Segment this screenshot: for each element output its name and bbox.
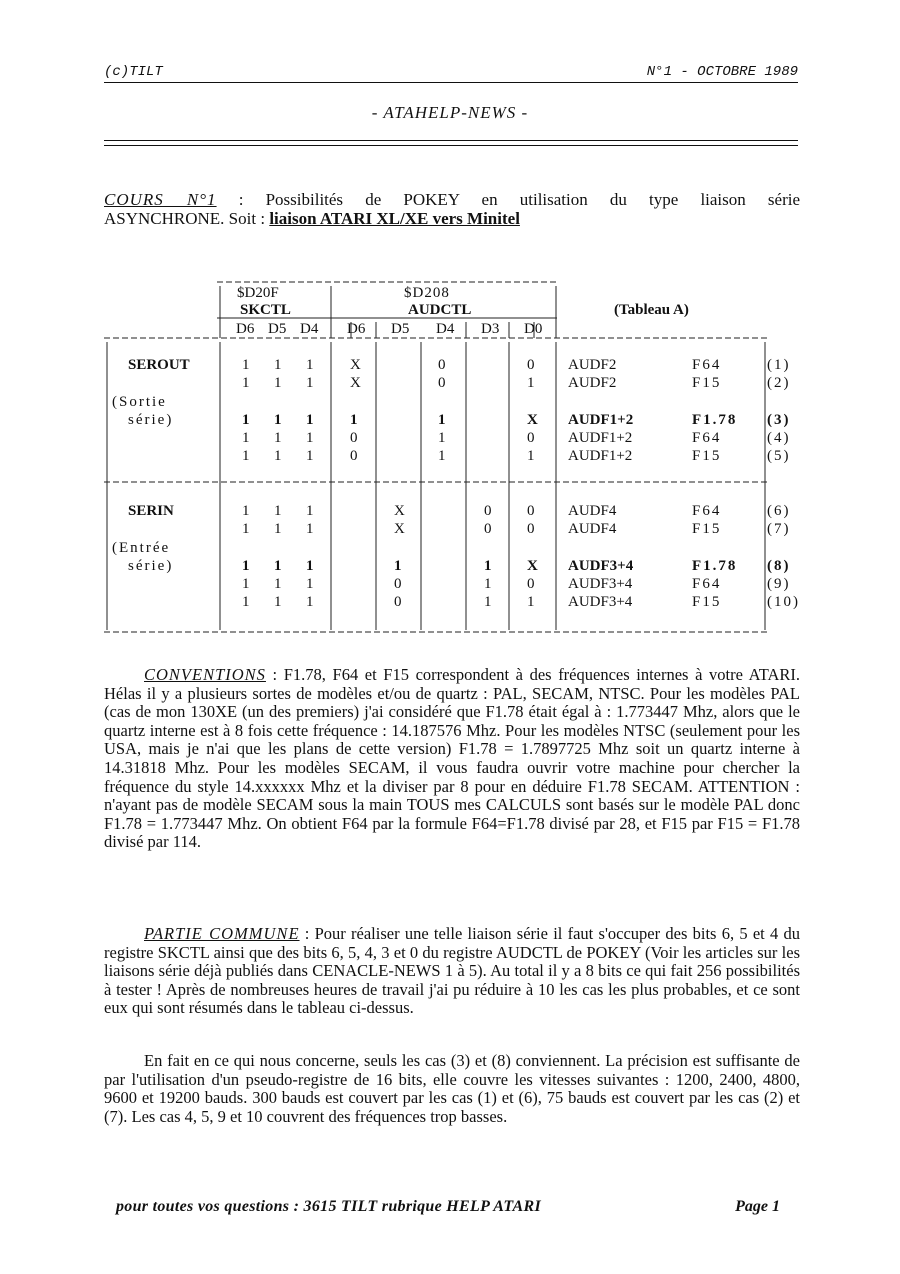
table-cell-s2: 1 [306,594,314,610]
table-cell-s0: 1 [242,412,250,428]
table-cell-freq: F1.78 [692,412,738,428]
table-cell-d0: 0 [527,430,535,446]
table-cell-s1: 1 [274,448,282,464]
conventions-text: : F1.78, F64 et F15 correspondent à des fréquences internes à votre ATARI. Hélas il y a plusieurs sortes de modèles et/ou de quartz : PAL, SECAM, NTSC. Pour les modèles PAL (cas de mon 130XE (un des premiers) j'ai considéré que F1.78 était égal à : 1.773447 Mhz, alors que le quartz interne est à 8 fois cette fréquence : 14.187576 Mhz. Pour les modèles NTSC (seulement pour les USA, mais je n'ai que les plans de cette version) F1.78 = 1.7897725 Mhz soit un quartz interne à 14.31818 Mhz. Pour les modèles SECAM, il vous faudra ouvrir votre machine pour chercher la fréquence du style 14.xxxxxx Mhz et la diviser par 8 pour en déduire F1.78 SECAM. ATTENTION : n'ayant pas de modèle SECAM sous la main TOUS mes CALCULS sont basés sur le modèle PAL donc F1.78 = 1.773447 Mhz. On obtient F64 par la formule F64=F1.78 divisé par 28, et F15 par F15 = F1.78 divisé par 114. [104,665,800,852]
table-cell-s0: 1 [242,375,250,391]
table-cell-case: (1) [767,357,791,373]
table-cell-freq: F64 [692,357,722,373]
table-cell-case: (2) [767,375,791,391]
en-fait-text: En fait en ce qui nous concerne, seuls les cas (3) et (8) conviennent. La précision est suffisante de par l'utilisation d'un pseudo-registre de 16 bits, elle couvre les vitesses suivantes : 1200, 2400, 4800, 9600 et 19200 bauds. 300 bauds est couvert par les cas (1) et (6), 75 bauds est couvert par les cas (2) et (7). Les cas 4, 5, 9 et 10 couvrent des fréquences trop basses. [104,1051,800,1126]
table-cell-d5: 0 [394,576,402,592]
partie-commune-paragraph [104,925,800,1018]
table-cell-d3: 0 [484,521,492,537]
serout-label: SEROUT [128,357,190,373]
course-subject: liaison ATARI XL/XE vers Minitel [269,209,520,228]
table-cell-freq: F15 [692,594,722,610]
table-cell-reg: AUDF4 [568,503,617,519]
table-cell-s0: 1 [242,448,250,464]
table-cell-d6: X [350,375,361,391]
table-cell-case: (6) [767,503,791,519]
table-cell-case: (4) [767,430,791,446]
title-rule-top [104,140,798,141]
serout-desc: (Sortie [112,394,167,410]
table-cell-d4: 1 [438,412,446,428]
table-cell-freq: F15 [692,448,722,464]
table-cell-s1: 1 [274,594,282,610]
table-cell-reg: AUDF3+4 [568,576,633,592]
table-cell-d6: 0 [350,430,358,446]
table-cell-s2: 1 [306,357,314,373]
table-cell-s1: 1 [274,357,282,373]
table-cell-d4: 1 [438,448,446,464]
table-cell-d3: 1 [484,594,492,610]
table-cell-s2: 1 [306,558,314,574]
table-cell-reg: AUDF4 [568,521,617,537]
table-cell-freq: F1.78 [692,558,738,574]
table-cell-d0: X [527,412,538,428]
tableau-a [104,270,804,640]
table-cell-s2: 1 [306,375,314,391]
table-cell-d5: 0 [394,594,402,610]
table-cell-reg: AUDF3+4 [568,558,634,574]
table-cell-d6: 0 [350,448,358,464]
table-cell-s0: 1 [242,503,250,519]
skctl-address: $D20F [237,285,279,301]
table-cell-d0: 1 [527,448,535,464]
table-cell-freq: F64 [692,576,722,592]
table-cell-case: (7) [767,521,791,537]
bit-header: D5 [391,321,410,337]
table-cell-s1: 1 [274,521,282,537]
bit-header: D0 [524,321,543,337]
table-cell-s0: 1 [242,430,250,446]
table-cell-d5: 1 [394,558,402,574]
table-cell-reg: AUDF1+2 [568,430,633,446]
table-cell-d0: 1 [527,375,535,391]
course-intro [104,190,800,228]
serin-label: SERIN [128,503,174,519]
table-cell-s1: 1 [274,503,282,519]
table-cell-s2: 1 [306,448,314,464]
table-cell-d0: 0 [527,521,535,537]
table-cell-d6: 1 [350,412,358,428]
page-title: - ATAHELP-NEWS - [371,103,529,122]
table-cell-reg: AUDF2 [568,357,617,373]
title-rule-bottom [104,145,798,146]
table-cell-d3: 1 [484,558,492,574]
course-line-1: : Possibilités de POKEY en utilisation du type liaison série [238,190,801,209]
table-caption: (Tableau A) [614,302,689,318]
table-cell-s1: 1 [274,558,282,574]
table-cell-s2: 1 [306,576,314,592]
bit-header: D6 [347,321,366,337]
table-cell-s0: 1 [242,521,250,537]
serout-desc: série) [128,412,174,428]
table-cell-s0: 1 [242,594,250,610]
table-cell-d0: 1 [527,594,535,610]
conventions-label: CONVENTIONS [144,665,266,684]
table-cell-s0: 1 [242,558,250,574]
table-cell-case: (5) [767,448,791,464]
table-cell-d0: X [527,558,538,574]
table-cell-d0: 0 [527,503,535,519]
course-line-2: ASYNCHRONE. Soit : [104,209,266,228]
table-cell-case: (10) [767,594,800,610]
header-copyright: (c)TILT [104,64,163,80]
table-cell-s2: 1 [306,412,314,428]
table-cell-reg: AUDF1+2 [568,412,634,428]
table-cell-d4: 1 [438,430,446,446]
course-label: COURS N°1 [104,190,217,209]
table-cell-d5: X [394,503,405,519]
table-cell-s1: 1 [274,375,282,391]
table-cell-d3: 1 [484,576,492,592]
table-cell-d0: 0 [527,357,535,373]
table-cell-freq: F15 [692,521,722,537]
table-cell-d5: X [394,521,405,537]
table-cell-s2: 1 [306,521,314,537]
table-cell-case: (3) [767,412,791,428]
bit-header: D5 [268,321,287,337]
table-cell-s1: 1 [274,576,282,592]
table-cell-reg: AUDF2 [568,375,617,391]
partie-commune-label: PARTIE COMMUNE [144,924,300,943]
table-cell-d4: 0 [438,357,446,373]
header-issue: N°1 - OCTOBRE 1989 [646,64,798,80]
table-cell-s0: 1 [242,576,250,592]
table-cell-d0: 0 [527,576,535,592]
table-cell-case: (9) [767,576,791,592]
table-cell-s1: 1 [274,412,282,428]
table-cell-s2: 1 [306,430,314,446]
serin-desc: série) [128,558,174,574]
en-fait-paragraph [104,1052,800,1126]
audctl-address: $D208 [404,285,450,301]
table-cell-s0: 1 [242,357,250,373]
table-cell-s1: 1 [274,430,282,446]
table-cell-freq: F64 [692,503,722,519]
skctl-name: SKCTL [240,302,291,318]
footer-contact: pour toutes vos questions : 3615 TILT rubrique HELP ATARI [116,1198,542,1215]
table-cell-reg: AUDF3+4 [568,594,633,610]
bit-header: D6 [236,321,255,337]
table-cell-s2: 1 [306,503,314,519]
audctl-name: AUDCTL [408,302,472,318]
table-cell-reg: AUDF1+2 [568,448,633,464]
table-cell-d6: X [350,357,361,373]
partie-commune-text: : Pour réaliser une telle liaison série il faut s'occuper des bits 6, 5 et 4 du registre SKCTL ainsi que des bits 6, 5, 4, 3 et 0 du registre AUDCTL de POKEY (Voir les articles sur les liaisons série déjà publiés dans CENACLE-NEWS 1 à 5). Au total il y a 8 bits ce qui fait 256 possibilités à tester ! Après de nombreuses heures de travail j'ai pu réduire à 10 les cas les plus probables, et ce sont eux qui sont résumés dans le tableau ci-dessus. [104,924,800,1018]
page-number: Page 1 [735,1198,780,1215]
bit-header: D4 [436,321,455,337]
table-cell-case: (8) [767,558,791,574]
header-rule [104,82,798,83]
bit-header: D4 [300,321,319,337]
table-cell-freq: F15 [692,375,722,391]
table-cell-d3: 0 [484,503,492,519]
conventions-paragraph [104,666,800,852]
serin-desc: (Entrée [112,540,171,556]
table-cell-freq: F64 [692,430,722,446]
bit-header: D3 [481,321,500,337]
table-cell-d4: 0 [438,375,446,391]
